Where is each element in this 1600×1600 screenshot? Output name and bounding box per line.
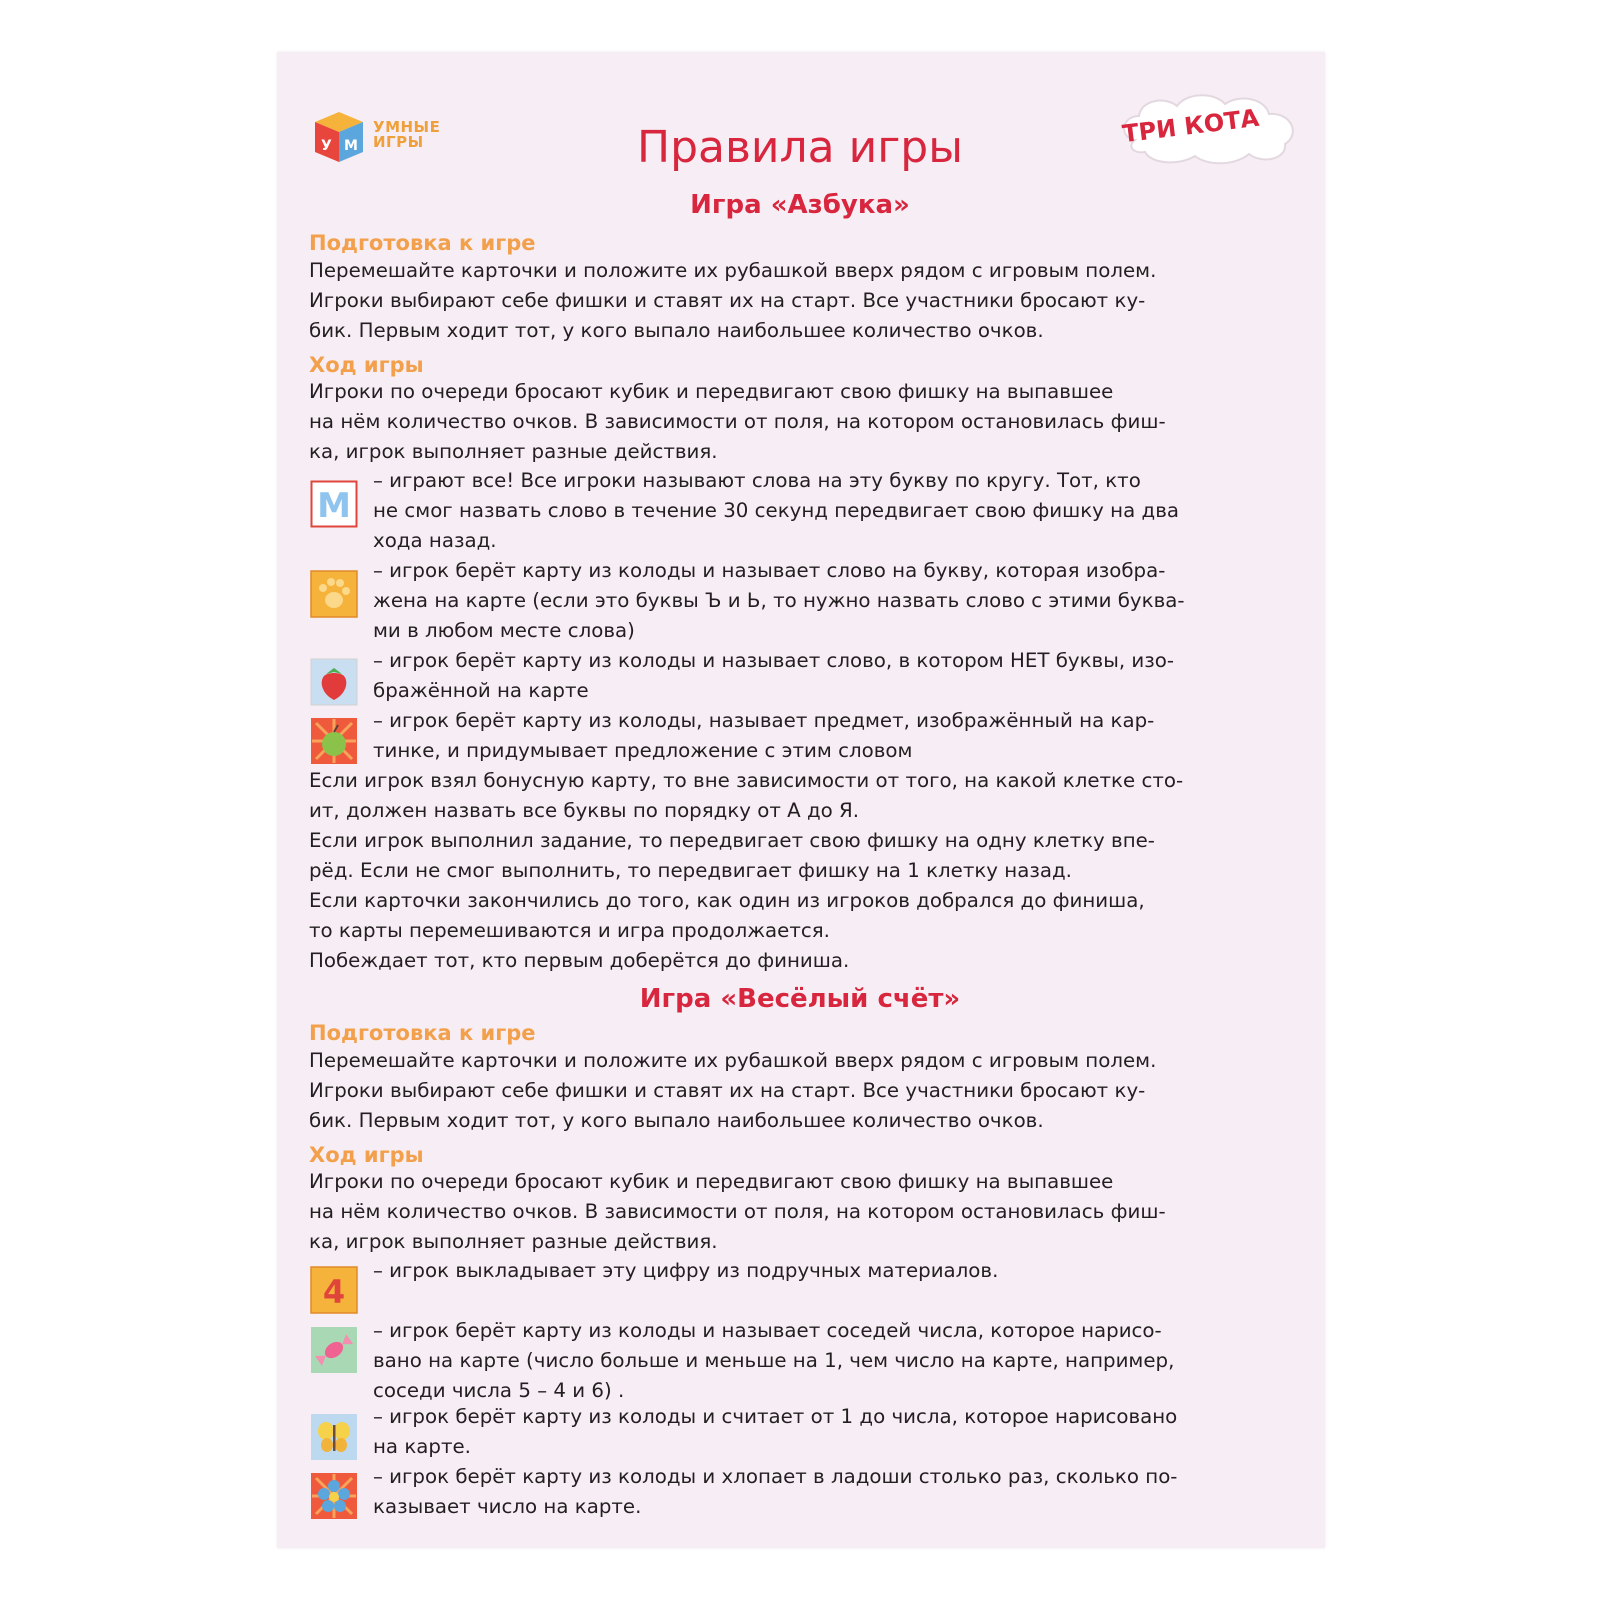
game2-prep-text: Перемешайте карточки и положите их рубашкой вверх рядом с игровым полем. Игроки выбирают себе фишки и ставят их на старт. Все участники бросают ку- бик. Первым ходит тот, у кого выпало наибольшее количество очков. [309, 1049, 1157, 1132]
flower-icon [310, 1472, 358, 1520]
game1-move-heading: Ход игры [309, 353, 424, 377]
tri-kota-logo-text: ТРИ КОТА [1120, 103, 1261, 149]
game1-rule-4: – игрок берёт карту из колоды, называет предмет, изображённый на кар- тинке, и придумывает предложение с этим словом [373, 709, 1155, 762]
game1-rule-1: – играют все! Все игроки называют слова на эту букву по кругу. Тот, кто не смог назвать слово в течение 30 секунд передвигает свою фишку на два хода назад. [373, 469, 1179, 552]
game1-prep-heading: Подготовка к игре [309, 231, 536, 255]
game1-cards-text: Если карточки закончились до того, как один из игроков добрался до финиша, то карты перемешиваются и игра продолжается. [309, 889, 1145, 942]
game1-move-text: Игроки по очереди бросают кубик и передвигают свою фишку на выпавшее на нём количество очков. В зависимости от поля, на котором остановилась фиш- ка, игрок выполняет разные действия. [309, 380, 1166, 463]
logo-line-1: УМНЫЕ [373, 118, 441, 136]
game2-move-text: Игроки по очереди бросают кубик и передвигают свою фишку на выпавшее на нём количество очков. В зависимости от поля, на котором остановилась фиш- ка, игрок выполняет разные действия. [309, 1170, 1166, 1253]
game2-move-heading: Ход игры [309, 1143, 424, 1167]
paw-print-icon [310, 570, 358, 618]
game1-success-text: Если игрок выполнил задание, то передвигает свою фишку на одну клетку впе- рёд. Если не смог выполнить, то передвигает фишку на 1 клетку назад. [309, 829, 1155, 882]
game1-win-text: Побеждает тот, кто первым доберётся до финиша. [309, 949, 850, 972]
logo-text [373, 120, 440, 150]
svg-text:М: М [344, 138, 358, 154]
game2-rule-1: – игрок выкладывает эту цифру из подручных материалов. [373, 1259, 999, 1282]
strawberry-icon [310, 658, 358, 706]
letter-m-icon [310, 480, 358, 528]
game1-prep-text: Перемешайте карточки и положите их рубашкой вверх рядом с игровым полем. Игроки выбирают себе фишки и ставят их на старт. Все участники бросают ку- бик. Первым ходит тот, у кого выпало наибольшее количество очков. [309, 259, 1157, 342]
svg-text:У: У [321, 138, 332, 154]
page-title: Правила игры [637, 122, 963, 173]
game1-title: Игра «Азбука» [690, 190, 910, 220]
game2-rule-3: – игрок берёт карту из колоды и считает от 1 до числа, которое нарисовано на карте. [373, 1405, 1178, 1458]
game1-rule-3: – игрок берёт карту из колоды и называет слово, в котором НЕТ буквы, изо- бражённой на карте [373, 649, 1175, 702]
game2-title: Игра «Весёлый счёт» [639, 984, 961, 1014]
game1-rule-2: – игрок берёт карту из колоды и называет слово на букву, которая изобра- жена на карте (если это буквы Ъ и Ь, то нужно назвать слово с этими буква- ми в любом месте слова) [373, 559, 1185, 642]
logo-line-2: ИГРЫ [373, 133, 424, 151]
number-four-icon [310, 1266, 358, 1314]
game2-prep-heading: Подготовка к игре [309, 1021, 536, 1045]
game1-bonus-text: Если игрок взял бонусную карту, то вне зависимости от того, на какой клетке сто- ит, должен назвать все буквы по порядку от А до Я. [309, 769, 1184, 822]
svg-text:4: 4 [322, 1273, 346, 1311]
apple-icon [310, 717, 358, 765]
game2-rule-4: – игрок берёт карту из колоды и хлопает в ладоши столько раз, сколько по- казывает число на карте. [373, 1465, 1178, 1518]
game2-rule-2: – игрок берёт карту из колоды и называет соседей числа, которое нарисо- вано на карте (число больше и меньше на 1, чем число на карте, например, соседи числа 5 – 4 и 6) . [373, 1319, 1175, 1402]
svg-text:M: M [317, 486, 351, 526]
candy-icon [310, 1326, 358, 1374]
butterfly-icon [310, 1413, 358, 1461]
